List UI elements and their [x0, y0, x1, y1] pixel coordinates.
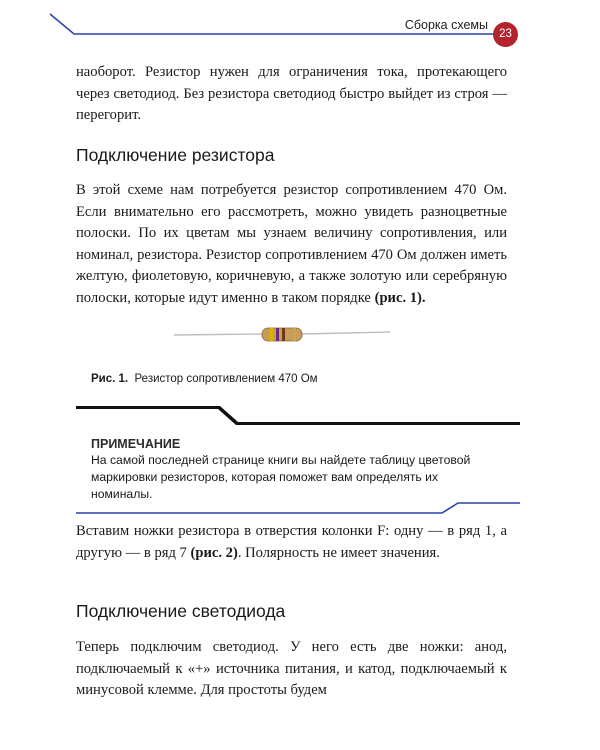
resistor-paragraph-text: В этой схеме нам потребуется резистор сопротивлением 470 Ом. Если внимательно его рассмотреть, можно увидеть разноцветные полоски. По их цветам мы узнаем величину сопротивления, или номинал, резистора. Резистор сопротивлением 470 Ом должен иметь желтую, фиолетовую, коричневую, а также золотую или серебряную полоски, которые идут именно в таком порядке — [76, 182, 507, 306]
section-heading-resistor: Подключение резистора — [76, 145, 275, 165]
section-heading-led: Подключение светодиода — [76, 601, 286, 621]
figure-1-reference: (рис. 1). — [374, 289, 426, 306]
intro-paragraph: наоборот. Резистор нужен для ограничения тока, протекающего через светодиод. Без резистора светодиод быстро выйдет из строя — перегорит. — [76, 64, 507, 123]
insert-paragraph-text-a: Вставим ножки резистора в отверстия колонки F: одну — в ряд 1, а другую — в ряд 7 — [76, 523, 507, 561]
figure-label: Рис. 1. — [91, 373, 129, 385]
insert-paragraph-text-b: . Полярность не имеет значения. — [237, 544, 440, 561]
insert-paragraph — [76, 521, 507, 564]
figure-caption-text: Резистор сопротивлением 470 Ом — [134, 373, 318, 385]
note-bottom-rule — [0, 500, 600, 520]
figure-caption — [91, 373, 318, 385]
figure-2-reference: (рис. 2) — [190, 544, 238, 561]
note-title: ПРИМЕЧАНИЕ — [91, 437, 181, 451]
resistor-paragraph — [76, 180, 507, 309]
note-top-rule — [0, 400, 600, 430]
chapter-title: Сборка схемы — [404, 18, 488, 32]
page-number-badge: 23 — [493, 22, 518, 47]
resistor-figure — [172, 320, 392, 350]
note-text: На самой последней странице книги вы найдете таблицу цветовой маркировки резисторов, которая поможет вам определять их номиналы. — [91, 453, 471, 501]
led-paragraph: Теперь подключим светодиод. У него есть две ножки: анод, подключаемый к «+» источника питания, и катод, подключаемый к минусовой клемме. Для простоты будем — [76, 639, 507, 698]
